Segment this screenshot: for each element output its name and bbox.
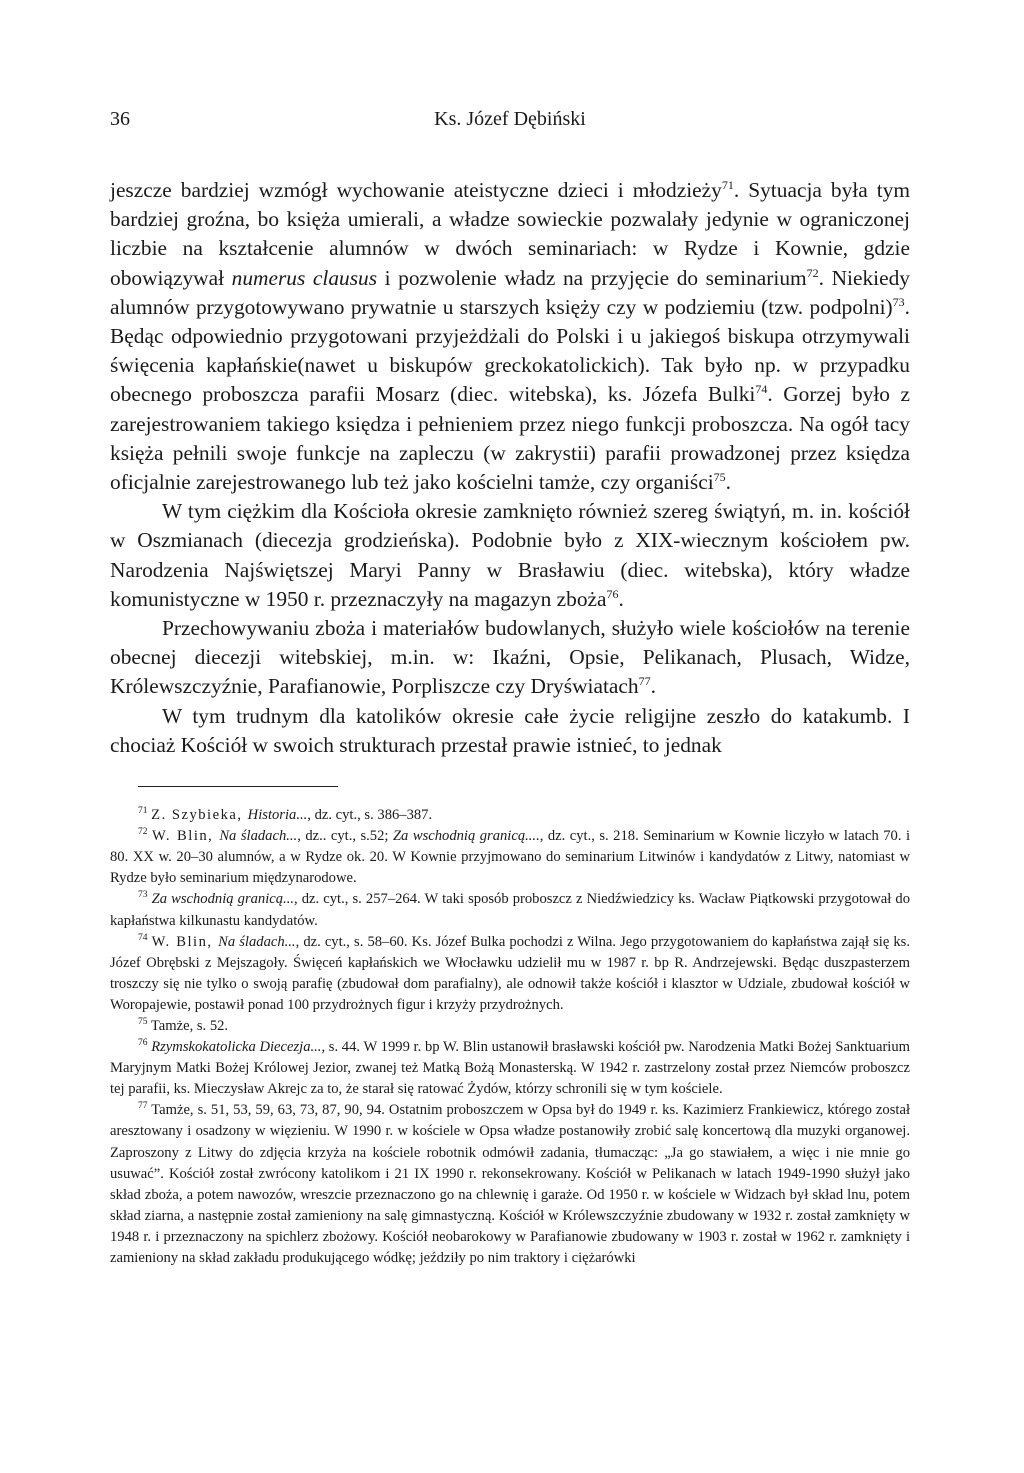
- footnote-number: 75: [138, 1017, 148, 1028]
- running-head: [110, 108, 910, 138]
- footnote-text: , dz.. cyt., s.52;: [297, 828, 393, 845]
- text-run: .: [725, 470, 731, 495]
- paragraph-3: [110, 614, 910, 702]
- footnote-text: , dz. cyt., s. 58–60. Ks. Józef Bulka pochodzi z Wilna. Jego przygotowaniem do kapłaństwa zajął się ks. Józef Obrębski z Mejszagoły. Święceń kapłańskich we Włocławku udzielił mu w 1987 r. bp R. Andrzejewski. Będąc duszpasterzem troszczy się nie tylko o swoją parafię (zbudował dom parafialny), ale odnowił także kościół i klasztor w Udziale, zbudował kościół w Woropajewie, postawił ponad 100 przydrożnych figur i krzyży przydrożnych.: [110, 933, 911, 1013]
- footnote-text: , s. 44. W 1999 r. bp W. Blin ustanowił brasławski kościół pw. Narodzenia Matki Bożej Sanktuarium Maryjnym Matki Bożej Królowej Jezior, zwanej też Matką Bożą Monasterską. W 1942 r. zastrzelony został przez Niemców proboszcz tej parafii, ks. Mieczysław Akrejc za to, że starał się ratować Żydów, którzy schronili się w tym kościele.: [110, 1039, 911, 1098]
- footnote-76: [110, 1037, 910, 1100]
- footnote-text: Tamże, s. 51, 53, 59, 63, 73, 87, 90, 94. Ostatnim proboszczem w Opsa był do 1949 r. ks. Kazimierz Frankiewicz, którego został aresztowany i osadzony w więzieniu. W 1990 r. w kościele w Opsa władze postanowiły zrobić salę koncertową dla muzyki organowej. Zaproszony z Litwy do zdjęcia krzyża na kościele robotnik odmówił zadania, tłumacząc: „Ja go stawiałem, a więc i nie mnie go usuwać”. Kościół został zwrócony katolikom i 21 IX 1990 r. rekonsekrowany. Kościół w Pelikanach w latach 1949-1990 służył jako skład zboża, a potem nawozów, wreszcie przeznaczono go na chlewnię i garaże. Od 1950 r. w kościele w Widzach był skład lnu, potem skład ziarna, a następnie został zamieniony na salę gimnastyczną. Kościół w Królewszczyźnie zbudowany w 1932 r. został zamknięty w 1948 r. i przeznaczony na spichlerz zbożowy. Kościół neobarokowy w Parafianowie zbudowany w 1903 r. został w 1962 r. zamknięty i zamieniony na skład zakładu produkującego wódkę; jeździły po nim traktory i ciężarówki: [110, 1102, 910, 1267]
- text-run: i pozwolenie władz na przyjęcie do seminarium: [377, 265, 807, 290]
- footnote-ref-73[interactable]: 73: [892, 294, 905, 309]
- paragraph-4: [110, 702, 910, 760]
- footnote-author: W. Blin,: [151, 933, 219, 950]
- footnote-73: [110, 889, 910, 931]
- footnote-title: Za wschodnią granicą...: [151, 891, 294, 908]
- italic-term: numerus clausus: [231, 265, 378, 290]
- text-run: W tym trudnym dla katolików okresie całe życie religijne zeszło do katakumb. I chociaż Kościół w swoich strukturach przestał prawie istnieć, to jednak: [110, 703, 910, 757]
- footnote-ref-72[interactable]: 72: [806, 265, 819, 280]
- footnote-text: , dz. cyt., s. 257–264. W taki sposób proboszcz z Niedźwiedzicy ks. Wacław Piątkowski przygotował do kapłaństwa kilkunastu kandydatów.: [110, 891, 910, 929]
- footnote-77: [110, 1100, 910, 1269]
- footnote-ref-74[interactable]: 74: [755, 382, 768, 397]
- main-text: [110, 176, 910, 760]
- footnote-number: 77: [138, 1101, 148, 1112]
- footnote-ref-76[interactable]: 76: [606, 586, 619, 601]
- footnote-title: Rzymskokatolicka Diecezja...: [151, 1039, 322, 1056]
- footnote-ref-77[interactable]: 77: [638, 674, 651, 689]
- paragraph-2: [110, 497, 910, 614]
- footnote-author: W. Blin,: [151, 828, 220, 845]
- footnote-72: [110, 826, 910, 889]
- footnote-title: Za wschodnią granicą....: [392, 828, 540, 845]
- footnote-number: 73: [138, 890, 148, 901]
- text-run: W tym ciężkim dla Kościoła okresie zamknięto również szereg świątyń, m. in. kościół w Oszmianach (diecezja grodzieńska). Podobnie było z XIX-wiecznym kościołem pw. Narodzenia Najświętszej Maryi Panny w Brasławiu (diec. witebska), który władze komunistyczne w 1950 r. przeznaczyły na magazyn zboża: [110, 499, 910, 611]
- text-run: .: [618, 586, 624, 611]
- book-page: [110, 108, 910, 1269]
- footnote-title: Na śladach...: [219, 828, 298, 845]
- footnote-ref-75[interactable]: 75: [713, 469, 726, 484]
- text-run: . Niekiedy alumnów przygotowywano prywatnie u starszych księży czy w podziemiu (tzw. podpolni): [110, 265, 910, 319]
- footnote-text: , dz. cyt., s. 218. Seminarium w Kownie liczyło w latach 70. i 80. XX w. 20–30 alumnów, a w Rydze ok. 20. W Kownie przyjmowano do seminarium Litwinów i kandydatów z Litwy, natomiast w Rydze było seminarium międzynarodowe.: [110, 828, 911, 887]
- text-run: . Sytuacja była tym bardziej groźna, bo księża umierali, a władze sowieckie pozwalały jedynie w ograniczonej liczbie na kształcenie alumnów w dwóch seminariach: w Rydze i Kownie, gdzie obowiązywał: [110, 178, 911, 290]
- text-run: . Gorzej było z zarejestrowaniem takiego księdza i pełnieniem przez niego funkcji proboszcza. Na ogół tacy księża pełnili swoje funkcje na zapleczu (w zakrystii) parafii prowadzonej przez księdza oficjalnie zarejestrowanego lub też jako kościelni tamże, czy organiści: [110, 382, 910, 495]
- running-title: Ks. Józef Dębiński: [434, 108, 586, 130]
- footnote-number: 72: [138, 827, 148, 838]
- footnote-71: [110, 805, 910, 826]
- paragraph-1: [110, 176, 910, 497]
- footnote-number: 74: [138, 932, 148, 943]
- footnote-author: Z. Szybieka,: [151, 807, 248, 824]
- footnote-ref-71[interactable]: 71: [721, 177, 734, 192]
- footnotes: [110, 805, 910, 1269]
- text-run: .: [650, 674, 656, 699]
- footnote-number: 71: [138, 806, 148, 817]
- text-run: Przechowywaniu zboża i materiałów budowlanych, służyło wiele kościołów na terenie obecnej diecezji witebskiej, m.in. w: Ikaźni, Opsie, Pelikanach, Plusach, Widze, Królewszczyźnie, Parafianowie, Porpliszcze czy Dryświatach: [110, 616, 910, 699]
- text-run: jeszcze bardziej wzmógł wychowanie ateistyczne dzieci i młodzieży: [110, 178, 722, 202]
- footnote-text: , dz. cyt., s. 386–387.: [307, 807, 433, 824]
- footnote-number: 76: [138, 1038, 148, 1049]
- footnote-title: Historia...: [247, 807, 308, 824]
- footnote-title: Na śladach...: [218, 933, 296, 950]
- footnote-75: [110, 1016, 910, 1037]
- footnote-separator: [138, 786, 338, 787]
- footnote-text: Tamże, s. 52.: [150, 1018, 229, 1034]
- text-run: . Będąc odpowiednio przygotowani przyjeżdżali do Polski i u jakiegoś biskupa otrzymywali święcenia kapłańskie(nawet u biskupów greckokatolickich). Tak było np. w przypadku obecnego proboszcza parafii Mosarz (diec. witebska), ks. Józefa Bulki: [110, 294, 910, 407]
- page-number: 36: [110, 108, 130, 130]
- footnote-74: [110, 932, 910, 1016]
